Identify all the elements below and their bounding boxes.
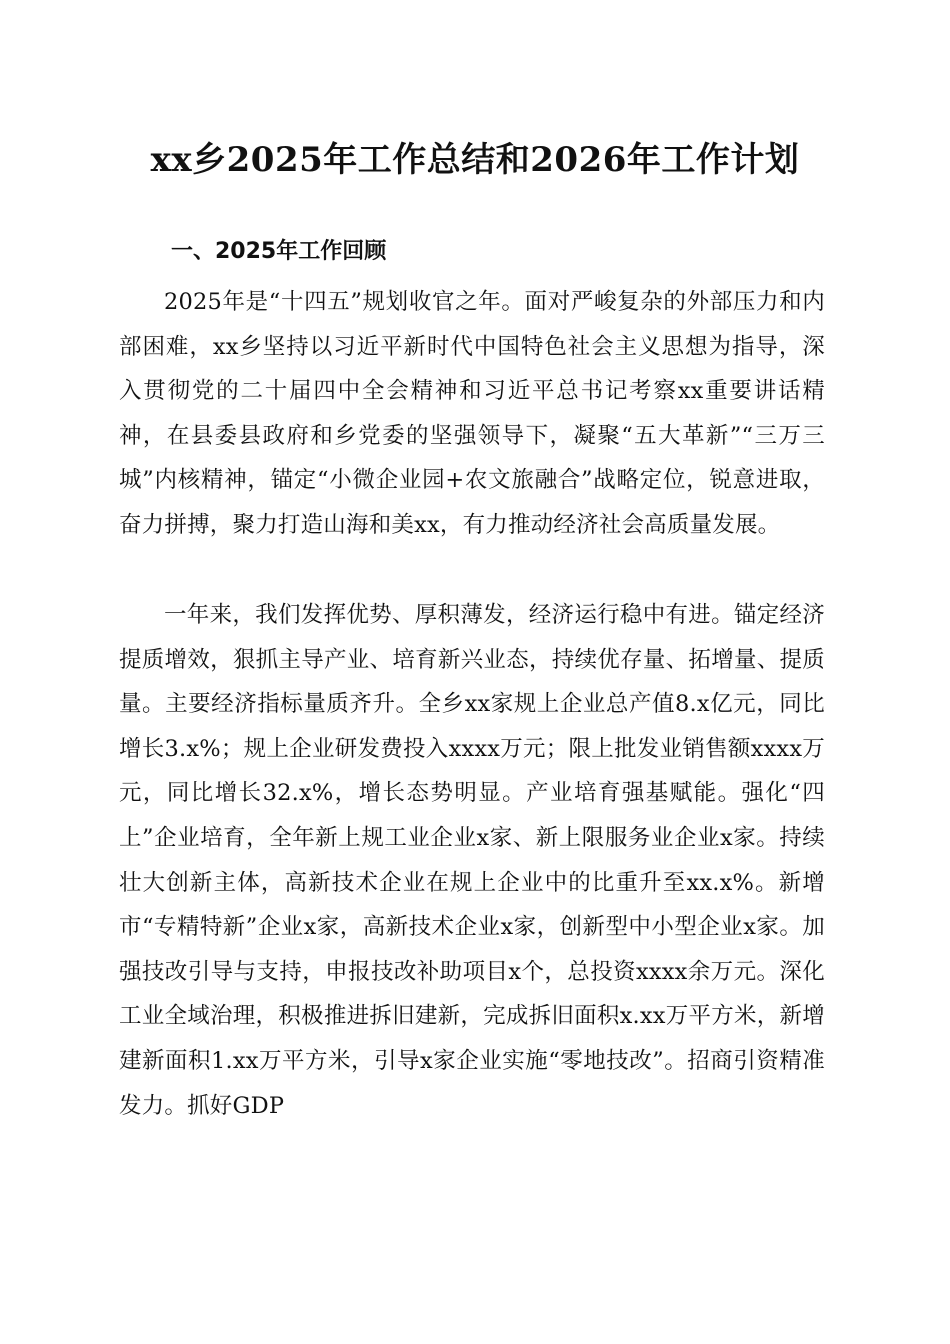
- body-paragraph: 一年来，我们发挥优势、厚积薄发，经济运行稳中有进。锚定经济提质增效，狠抓主导产业、培育新兴业态，持续优存量、拓增量、提质量。主要经济指标量质齐升。全乡xx家规上企业总产值8.x亿元，同比增长3.x%；规上企业研发费投入xxxx万元；限上批发业销售额xxxx万元，同比增长32.x%，增长态势明显。产业培育强基赋能。强化“四上”企业培育，全年新上规工业企业x家、新上限服务业企业x家。持续壮大创新主体，高新技术企业在规上企业中的比重升至xx.x%。新增市“专精特新”企业x家，高新技术企业x家，创新型中小型企业x家。加强技改引导与支持，申报技改补助项目x个，总投资xxxx余万元。深化工业全域治理，积极推进拆旧建新，完成拆旧面积x.xx万平方米，新增建新面积1.xx万平方米，引导x家企业实施“零地技改”。招商引资精准发力。抓好GDP: [119, 602, 825, 1119]
- document-title: xx乡2025年工作总结和2026年工作计划: [150, 140, 800, 180]
- body-paragraph: 2025年是“十四五”规划收官之年。面对严峻复杂的外部压力和内部困难，xx乡坚持以习近平新时代中国特色社会主义思想为指导，深入贯彻党的二十届四中全会精神和习近平总书记考察xx重要讲话精神，在县委县政府和乡党委的坚强领导下，凝聚“五大革新”“三万三城”内核精神，锚定“小微企业园+农文旅融合”战略定位，锐意进取，奋力拼搏，聚力打造山海和美xx，有力推动经济社会高质量发展。: [119, 289, 825, 538]
- section-heading-review: 一、2025年工作回顾: [171, 239, 387, 264]
